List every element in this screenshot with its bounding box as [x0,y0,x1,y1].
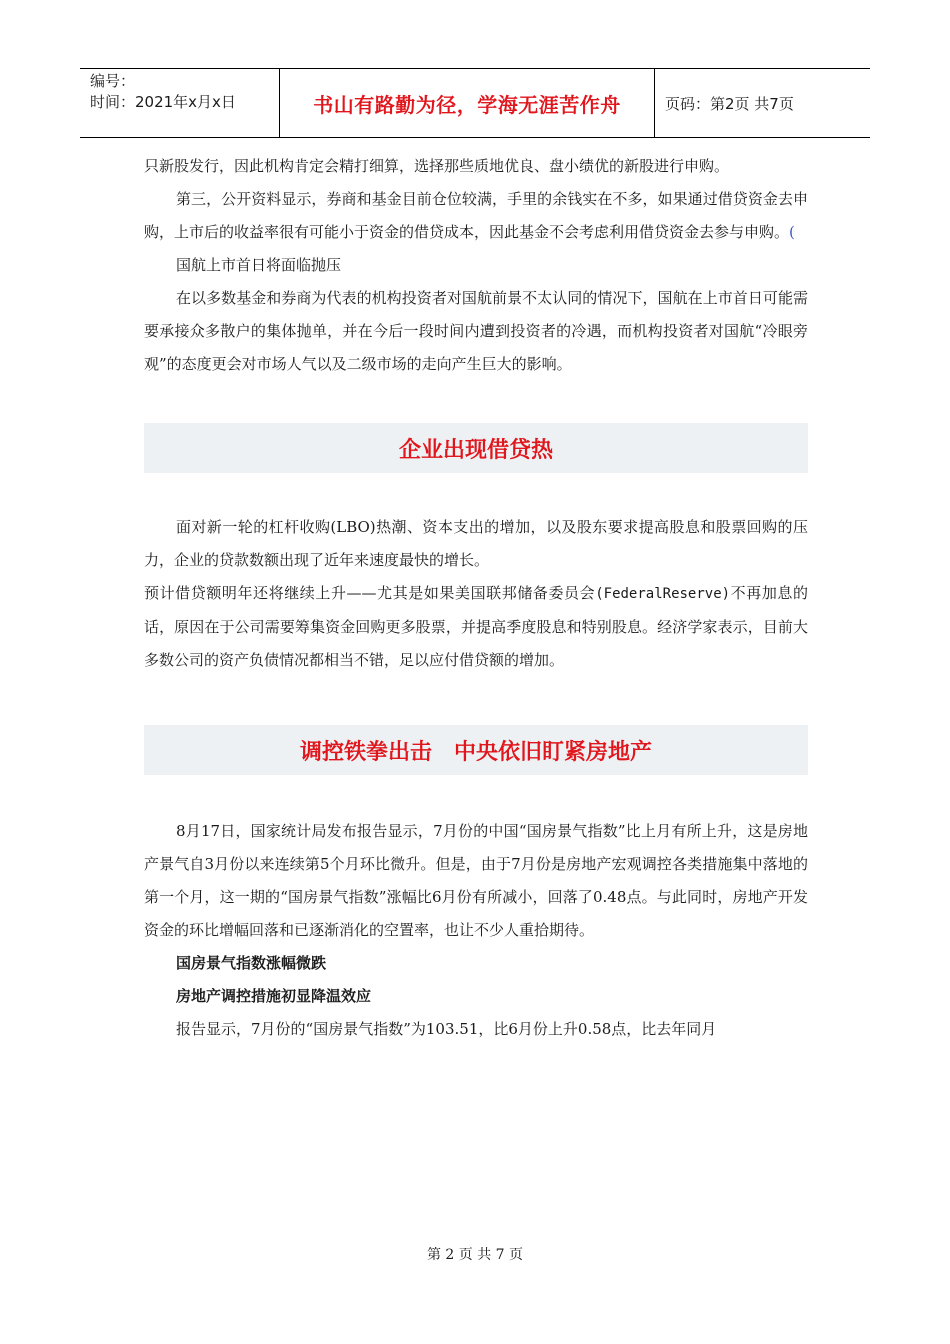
paren-mark: ( [789,223,795,241]
date-label: 时间：2021年x月x日 [90,93,236,111]
subheading: 国航上市首日将面临抛压 [176,256,342,274]
number-label: 编号： [90,72,136,90]
header-meta [80,69,280,137]
header-table [80,68,870,138]
paragraph [144,183,808,249]
section-title-banner [144,725,808,775]
bold-subheading: 房地产调控措施初显降温效应 [176,987,372,1005]
paragraph: 8月17日，国家统计局发布报告显示，7月份的中国“国房景气指数”比上月有所上升，这是房地产景气自3月份以来连续第5个月环比微升。但是，由于7月份是房地产宏观调控各类措施集中落地的第一个月，这一期的“国房景气指数”涨幅比6月份有所减小，回落了0.48点。与此同时，房地产开发资金的环比增幅回落和已逐渐消化的空置率，也让不少人重拾期待。 [144,822,808,939]
document-body [144,150,808,1046]
paragraph: 报告显示，7月份的“国房景气指数”为103.51，比6月份上升0.58点，比去年同月 [176,1020,717,1038]
paragraph: 在以多数基金和券商为代表的机构投资者对国航前景不太认同的情况下，国航在上市首日可能需要承接众多散户的集体抛单，并在今后一段时间内遭到投资者的冷遇，而机构投资者对国航“冷眼旁观”的态度更会对市场人气以及二级市场的走向产生巨大的影响。 [144,289,808,373]
paragraph: 只新股发行，因此机构肯定会精打细算，选择那些质地优良、盘小绩优的新股进行申购。 [144,157,730,175]
bold-subheading: 国房景气指数涨幅微跌 [176,954,327,972]
paragraph: 面对新一轮的杠杆收购(LBO)热潮、资本支出的增加，以及股东要求提高股息和股票回购的压力，企业的贷款数额出现了近年来速度最快的增长。 [144,518,808,569]
paragraph-text: 不再加息的话，原因在于公司需要筹集资金回购更多股票，并提高季度股息和特别股息。经济学家表示，目前大多数公司的资产负债情况都相当不错，足以应付借贷额的增加。 [144,584,808,669]
section-title: 企业出现借贷热 [398,437,553,463]
section-title-banner [144,423,808,473]
paragraph-text: 预计借贷额明年还将继续上升——尤其是如果美国联邦储备委员会 [144,584,596,602]
header-motto: 书山有路勤为径，学海无涯苦作舟 [280,69,655,137]
paragraph-latin-text: (FederalReserve) [595,586,731,602]
paragraph [144,577,808,677]
section-title: 调控铁拳出击 中央依旧盯紧房地产 [299,739,652,765]
header-page-info: 页码：第2页 共7页 [665,94,794,113]
paragraph-text: 第三，公开资料显示，券商和基金目前仓位较满，手里的余钱实在不多，如果通过借贷资金去申购，上市后的收益率很有可能小于资金的借贷成本，因此基金不会考虑利用借贷资金去参与申购。 [144,190,808,241]
page-footer: 第 2 页 共 7 页 [426,1247,524,1263]
